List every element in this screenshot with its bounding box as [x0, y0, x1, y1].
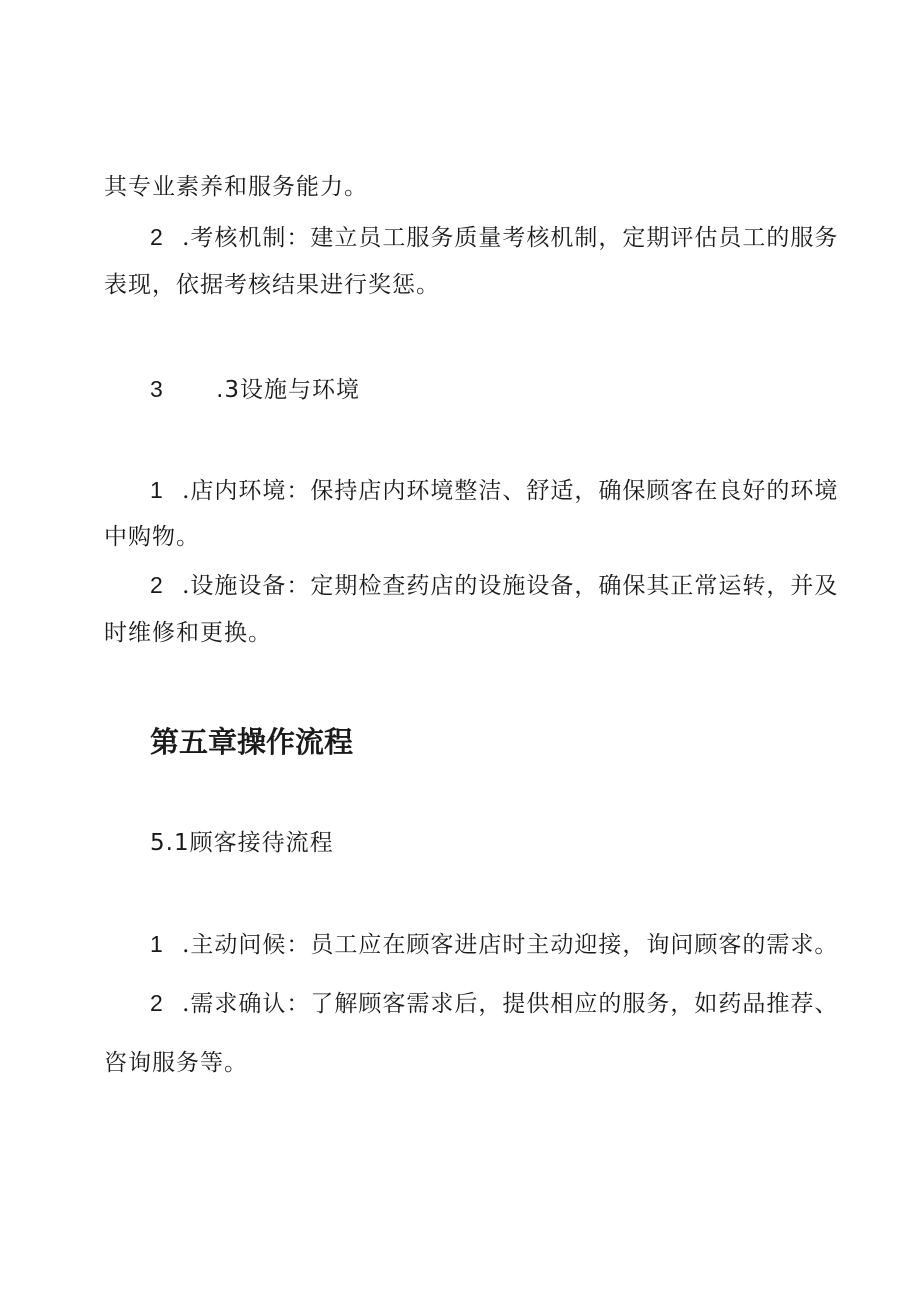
line-text: 咨询服务等。 [104, 1050, 248, 1076]
list-item-line [150, 222, 838, 253]
paragraph-line [104, 618, 272, 648]
line-text: 时维修和更换。 [104, 620, 272, 646]
section-title: .3设施与环境 [216, 377, 361, 403]
paragraph-line [104, 172, 368, 202]
section-number: 3 [150, 376, 164, 402]
list-text: .设施设备：定期检查药店的设施设备，确保其正常运转，并及 [182, 573, 839, 599]
list-text: .主动问候：员工应在顾客进店时主动迎接，询问顾客的需求。 [182, 932, 839, 958]
list-number: 2 [150, 572, 164, 598]
paragraph-line [104, 270, 440, 300]
line-text: 表现，依据考核结果进行奖惩。 [104, 272, 440, 298]
list-number: 1 [150, 931, 164, 957]
list-text: .考核机制：建立员工服务质量考核机制，定期评估员工的服务 [182, 225, 839, 251]
line-text: 中购物。 [104, 524, 200, 550]
chapter-title: 第五章操作流程 [150, 725, 354, 759]
list-item-line [150, 570, 838, 601]
list-number: 2 [150, 224, 164, 250]
list-item-line [150, 929, 838, 960]
paragraph-line [104, 522, 200, 552]
list-text: .需求确认：了解顾客需求后，提供相应的服务，如药品推荐、 [182, 991, 839, 1017]
section-title: 5.1顾客接待流程 [150, 830, 334, 856]
line-text: 其专业素养和服务能力。 [104, 174, 368, 200]
list-item-line [150, 988, 838, 1019]
section-heading [150, 374, 360, 405]
section-heading [150, 828, 334, 858]
list-number: 2 [150, 990, 164, 1016]
list-text: .店内环境：保持店内环境整洁、舒适，确保顾客在良好的环境 [182, 478, 839, 504]
paragraph-line [104, 1048, 248, 1078]
list-item-line [150, 475, 838, 506]
list-number: 1 [150, 477, 164, 503]
